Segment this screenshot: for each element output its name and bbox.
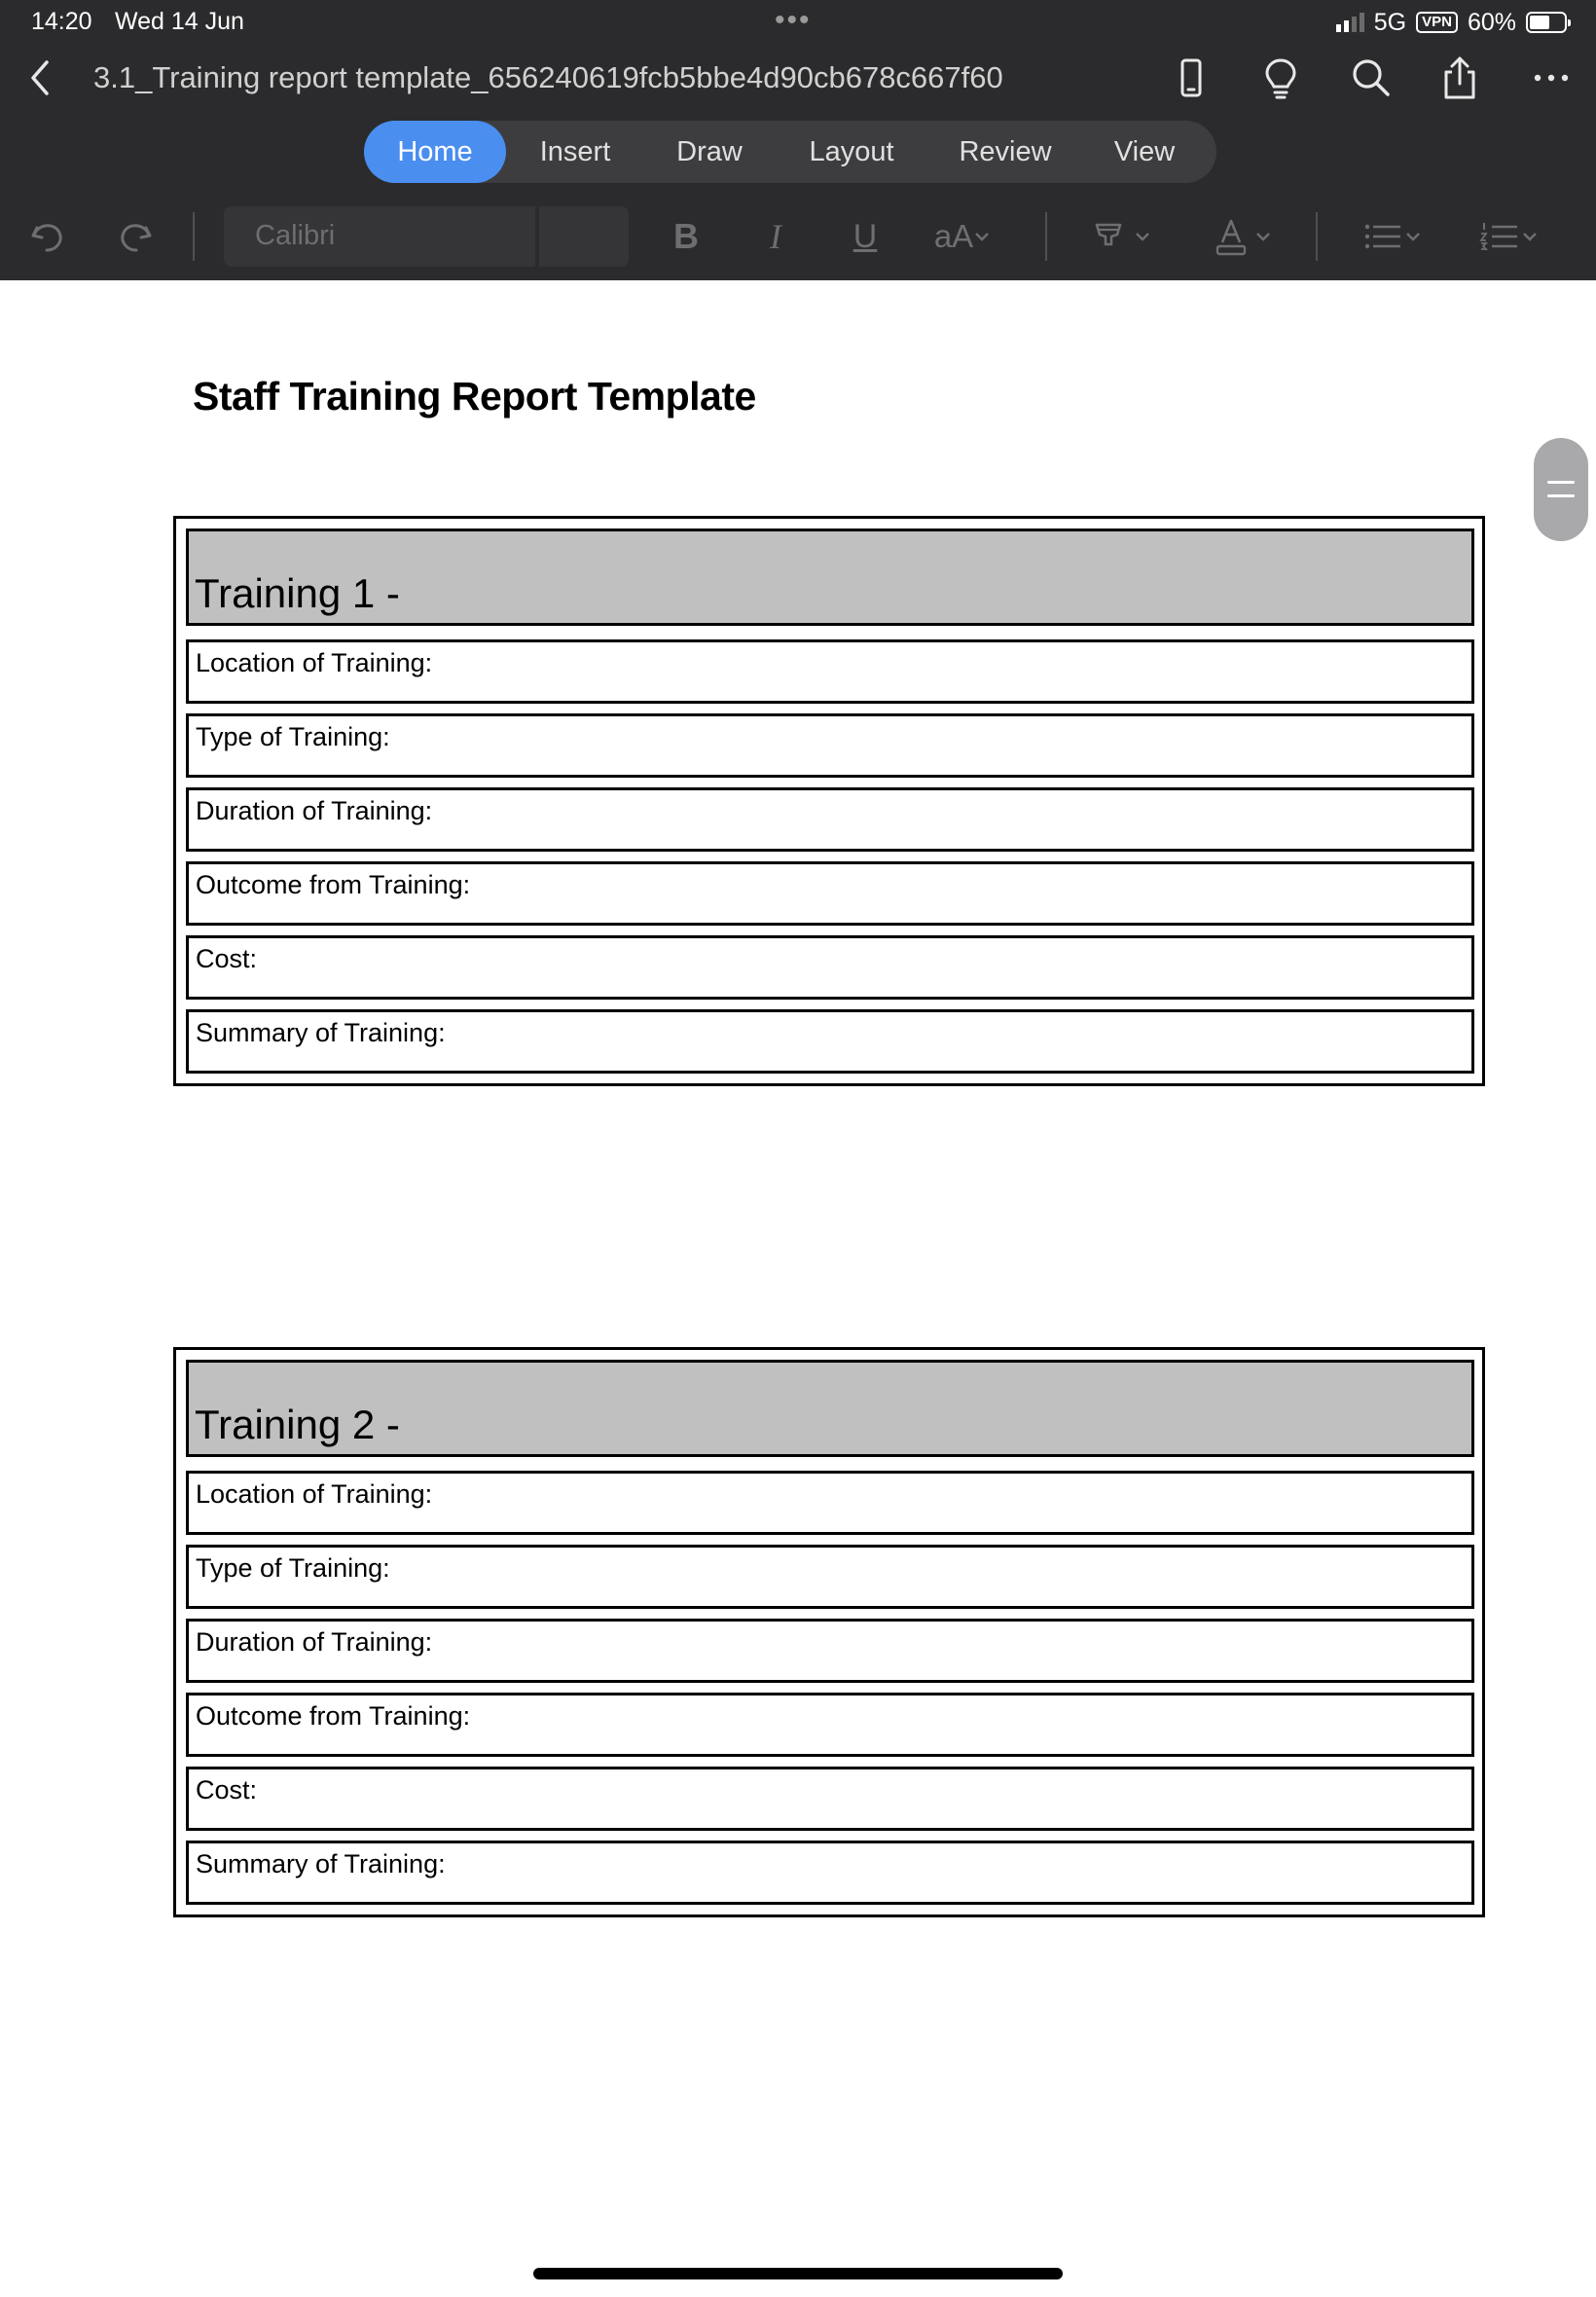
tab-draw[interactable]: Draw	[676, 136, 743, 167]
font-color-button[interactable]	[1203, 206, 1281, 267]
app-chrome	[0, 0, 1596, 280]
battery-icon	[1526, 12, 1567, 33]
table-row[interactable]	[186, 639, 1474, 704]
numbered-list-icon	[1478, 215, 1521, 258]
table-heading-text: Training 1 -	[195, 570, 400, 616]
tab-review[interactable]: Review	[959, 136, 1052, 167]
toolbar-divider	[193, 212, 195, 261]
chevron-down-icon	[1521, 228, 1539, 245]
vpn-badge: VPN	[1416, 12, 1458, 33]
table-heading[interactable]	[186, 529, 1474, 626]
table-row[interactable]	[186, 935, 1474, 1000]
table-row[interactable]	[186, 1841, 1474, 1905]
home-indicator[interactable]	[533, 2268, 1063, 2279]
redo-icon[interactable]	[111, 206, 160, 267]
row-label: Cost:	[196, 944, 258, 973]
row-label: Duration of Training:	[196, 796, 433, 825]
mobile-view-icon[interactable]	[1168, 55, 1215, 101]
table-row[interactable]	[186, 1471, 1474, 1535]
row-label: Type of Training:	[196, 1553, 390, 1583]
table-row[interactable]	[186, 1767, 1474, 1831]
toolbar-divider	[1045, 212, 1047, 261]
page-title: Staff Training Report Template	[193, 374, 756, 419]
table-row[interactable]	[186, 713, 1474, 778]
multitasking-dots[interactable]: •••	[775, 4, 812, 36]
chevron-down-icon	[1134, 228, 1151, 245]
tab-insert[interactable]: Insert	[539, 136, 611, 167]
row-label: Summary of Training:	[196, 1018, 446, 1047]
lightbulb-icon[interactable]	[1257, 55, 1304, 101]
bullet-list-icon	[1361, 215, 1404, 258]
numbered-list-button[interactable]	[1469, 206, 1547, 267]
row-label: Location of Training:	[196, 1479, 433, 1509]
tab-home[interactable]: Home	[364, 121, 506, 183]
tab-layout[interactable]: Layout	[809, 136, 894, 167]
text-size-label: aA	[933, 218, 974, 254]
chevron-down-icon	[1254, 228, 1272, 245]
table-heading[interactable]	[186, 1360, 1474, 1457]
row-label: Cost:	[196, 1775, 258, 1805]
table-row[interactable]	[186, 1619, 1474, 1683]
undo-icon[interactable]	[23, 206, 72, 267]
font-color-icon	[1212, 215, 1254, 258]
document-title: 3.1_Training report template_656240619fcb5bbe4d90cb678c667f60	[93, 60, 1003, 94]
underline-button[interactable]: U	[852, 217, 878, 255]
font-name-field[interactable]	[224, 206, 535, 267]
font-name-value: Calibri	[255, 220, 336, 251]
table-row[interactable]	[186, 1009, 1474, 1074]
ribbon-tabs	[364, 121, 1216, 183]
signal-icon	[1336, 13, 1364, 32]
network-label: 5G	[1373, 8, 1407, 36]
search-icon[interactable]	[1347, 55, 1394, 101]
font-size-field[interactable]	[539, 206, 629, 267]
table-row[interactable]	[186, 861, 1474, 926]
chevron-down-icon	[973, 228, 991, 245]
table-heading-text: Training 2 -	[195, 1402, 400, 1447]
table-row[interactable]	[186, 1545, 1474, 1609]
row-label: Duration of Training:	[196, 1627, 433, 1657]
row-label: Summary of Training:	[196, 1849, 446, 1878]
bold-button[interactable]: B	[673, 216, 699, 256]
training-table-2	[173, 1347, 1485, 1917]
highlight-button[interactable]	[1082, 206, 1160, 267]
text-size-button[interactable]	[928, 206, 997, 267]
table-row[interactable]	[186, 1693, 1474, 1757]
row-label: Outcome from Training:	[196, 1701, 471, 1731]
back-icon[interactable]	[21, 55, 60, 101]
toolbar-divider	[1316, 212, 1318, 261]
scroll-handle[interactable]	[1534, 438, 1588, 541]
battery-percent: 60%	[1467, 8, 1516, 36]
table-row[interactable]	[186, 787, 1474, 852]
italic-button[interactable]: I	[770, 217, 781, 256]
bullet-list-button[interactable]	[1353, 206, 1431, 267]
row-label: Type of Training:	[196, 722, 390, 751]
tab-view[interactable]: View	[1113, 136, 1176, 167]
status-indicators	[1336, 8, 1567, 37]
row-label: Location of Training:	[196, 648, 433, 677]
more-options-icon[interactable]	[1528, 55, 1575, 101]
chevron-down-icon	[1404, 228, 1422, 245]
highlighter-icon	[1091, 215, 1134, 258]
row-label: Outcome from Training:	[196, 870, 471, 899]
share-icon[interactable]	[1436, 55, 1483, 101]
status-time: 14:20	[31, 8, 92, 35]
training-table-1	[173, 516, 1485, 1086]
status-date: Wed 14 Jun	[115, 8, 244, 35]
